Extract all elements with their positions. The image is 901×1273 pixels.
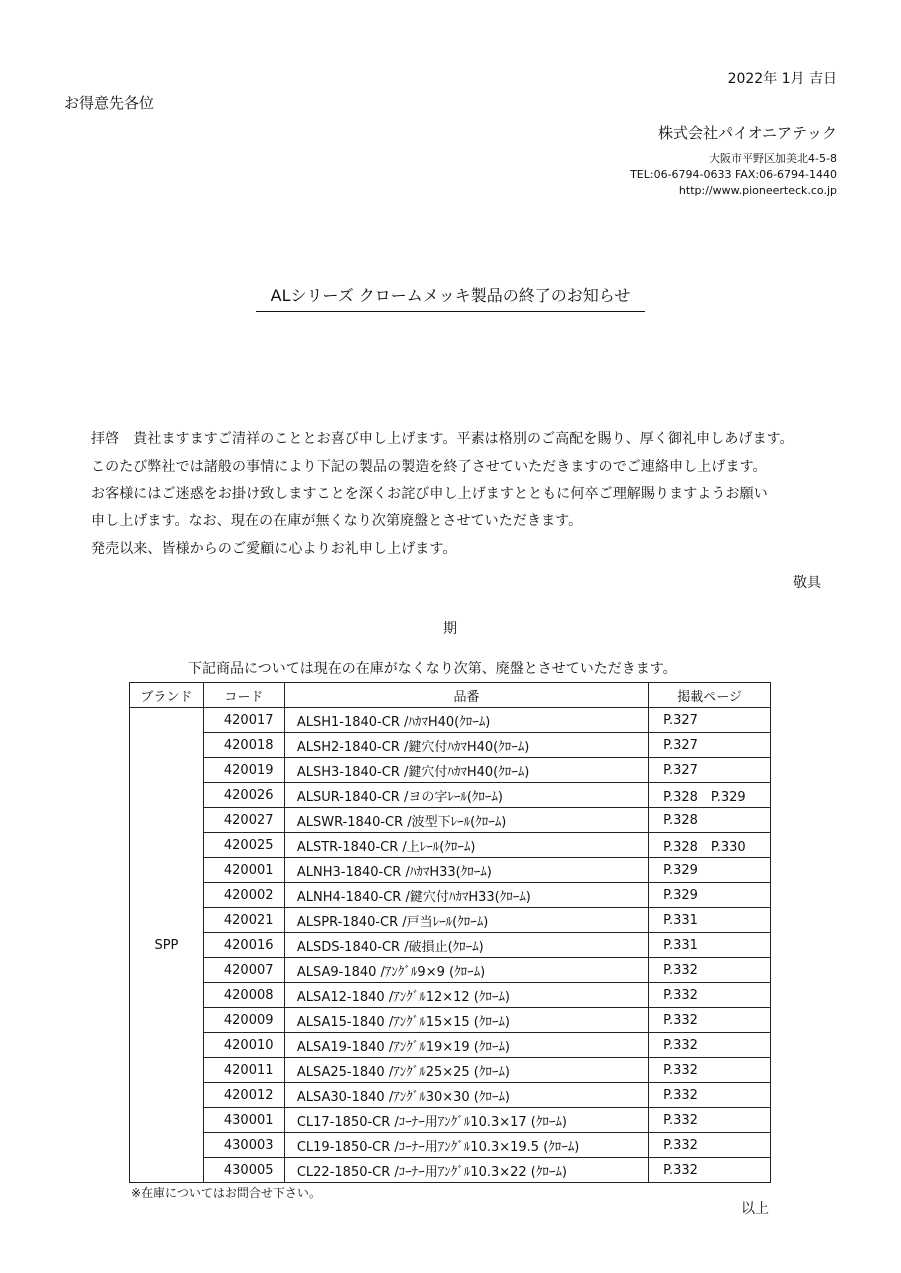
part-number-cell: CL22-1850-CR /ｺｰﾅｰ用ｱﾝｸﾞﾙ10.3×22 (ｸﾛｰﾑ) bbox=[284, 1158, 648, 1183]
table-row bbox=[130, 733, 771, 758]
part-number-cell: ALSA15-1840 /ｱﾝｸﾞﾙ15×15 (ｸﾛｰﾑ) bbox=[284, 1008, 648, 1033]
part-number-cell: ALSDS-1840-CR /破損止(ｸﾛｰﾑ) bbox=[284, 933, 648, 958]
table-row bbox=[130, 833, 771, 858]
part-number-cell: ALSWR-1840-CR /波型下ﾚｰﾙ(ｸﾛｰﾑ) bbox=[284, 808, 648, 833]
page-cell: P.332 bbox=[649, 1008, 771, 1033]
part-number-cell: ALSA9-1840 /ｱﾝｸﾞﾙ9×9 (ｸﾛｰﾑ) bbox=[284, 958, 648, 983]
page-cell: P.331 bbox=[649, 908, 771, 933]
page-cell: P.327 bbox=[649, 758, 771, 783]
part-number-cell: ALSH1-1840-CR /ﾊｶﾏH40(ｸﾛｰﾑ) bbox=[284, 708, 648, 733]
part-number-cell: ALNH4-1840-CR /鍵穴付ﾊｶﾏH33(ｸﾛｰﾑ) bbox=[284, 883, 648, 908]
product-table bbox=[129, 682, 771, 1183]
header-part: 品番 bbox=[284, 683, 648, 708]
table-row bbox=[130, 1083, 771, 1108]
header-code: コード bbox=[203, 683, 284, 708]
code-cell: 430005 bbox=[203, 1158, 284, 1183]
page-cell: P.332 bbox=[649, 1033, 771, 1058]
table-row bbox=[130, 983, 771, 1008]
code-cell: 420008 bbox=[203, 983, 284, 1008]
part-number-cell: ALSA19-1840 /ｱﾝｸﾞﾙ19×19 (ｸﾛｰﾑ) bbox=[284, 1033, 648, 1058]
part-number-cell: ALSH2-1840-CR /鍵穴付ﾊｶﾏH40(ｸﾛｰﾑ) bbox=[284, 733, 648, 758]
addressee: お得意先各位 bbox=[64, 94, 155, 112]
code-cell: 420017 bbox=[203, 708, 284, 733]
page-cell: P.331 bbox=[649, 933, 771, 958]
part-number-cell: ALSTR-1840-CR /上ﾚｰﾙ(ｸﾛｰﾑ) bbox=[284, 833, 648, 858]
company-url: http://www.pioneerteck.co.jp bbox=[678, 184, 837, 197]
code-cell: 420011 bbox=[203, 1058, 284, 1083]
document-date: 2022年 1月 吉日 bbox=[727, 71, 837, 87]
table-row bbox=[130, 958, 771, 983]
code-cell: 430001 bbox=[203, 1108, 284, 1133]
body-line: 拝啓 貴社ますますご清祥のこととお喜び申し上げます。平素は格別のご高配を賜り、厚く御礼申しあげます。 bbox=[91, 431, 794, 447]
code-cell: 420010 bbox=[203, 1033, 284, 1058]
table-row bbox=[130, 783, 771, 808]
code-cell: 420007 bbox=[203, 958, 284, 983]
part-number-cell: CL17-1850-CR /ｺｰﾅｰ用ｱﾝｸﾞﾙ10.3×17 (ｸﾛｰﾑ) bbox=[284, 1108, 648, 1133]
stock-note: ※在庫についてはお問合せ下さい。 bbox=[131, 1186, 321, 1200]
code-cell: 420026 bbox=[203, 783, 284, 808]
code-cell: 420009 bbox=[203, 1008, 284, 1033]
part-number-cell: ALNH3-1840-CR /ﾊｶﾏH33(ｸﾛｰﾑ) bbox=[284, 858, 648, 883]
page-cell: P.332 bbox=[649, 1108, 771, 1133]
table-row bbox=[130, 858, 771, 883]
table-row bbox=[130, 758, 771, 783]
table-row bbox=[130, 1108, 771, 1133]
table-row bbox=[130, 933, 771, 958]
part-number-cell: ALSPR-1840-CR /戸当ﾚｰﾙ(ｸﾛｰﾑ) bbox=[284, 908, 648, 933]
code-cell: 420002 bbox=[203, 883, 284, 908]
page-cell: P.328 P.329 bbox=[649, 783, 771, 808]
part-number-cell: ALSA30-1840 /ｱﾝｸﾞﾙ30×30 (ｸﾛｰﾑ) bbox=[284, 1083, 648, 1108]
page-cell: P.329 bbox=[649, 883, 771, 908]
table-row bbox=[130, 808, 771, 833]
table-body bbox=[130, 708, 771, 1183]
part-number-cell: CL19-1850-CR /ｺｰﾅｰ用ｱﾝｸﾞﾙ10.3×19.5 (ｸﾛｰﾑ) bbox=[284, 1133, 648, 1158]
table-row bbox=[130, 908, 771, 933]
page-cell: P.327 bbox=[649, 733, 771, 758]
table-caption: 下記商品については現在の在庫がなくなり次第、廃盤とさせていただきます。 bbox=[188, 661, 677, 677]
code-cell: 430003 bbox=[203, 1133, 284, 1158]
body-line: 申し上げます。なお、現在の在庫が無くなり次第廃盤とさせていただきます。 bbox=[91, 513, 583, 529]
code-cell: 420001 bbox=[203, 858, 284, 883]
company-name: 株式会社パイオニアテック bbox=[658, 124, 837, 142]
code-cell: 420019 bbox=[203, 758, 284, 783]
table-row bbox=[130, 1058, 771, 1083]
page-cell: P.329 bbox=[649, 858, 771, 883]
table-row bbox=[130, 1158, 771, 1183]
company-tel-fax: TEL:06-6794-0633 FAX:06-6794-1440 bbox=[630, 168, 837, 181]
part-number-cell: ALSUR-1840-CR /ヨの字ﾚｰﾙ(ｸﾛｰﾑ) bbox=[284, 783, 648, 808]
header-page: 掲載ページ bbox=[649, 683, 771, 708]
table-row bbox=[130, 883, 771, 908]
table-row bbox=[130, 708, 771, 733]
page-cell: P.332 bbox=[649, 983, 771, 1008]
company-address: 大阪市平野区加美北4-5-8 bbox=[709, 152, 837, 165]
page-cell: P.332 bbox=[649, 958, 771, 983]
page-cell: P.328 P.330 bbox=[649, 833, 771, 858]
page-cell: P.327 bbox=[649, 708, 771, 733]
code-cell: 420016 bbox=[203, 933, 284, 958]
page-cell: P.328 bbox=[649, 808, 771, 833]
table-row bbox=[130, 1008, 771, 1033]
document-title: ALシリーズ クロームメッキ製品の終了のお知らせ bbox=[256, 283, 645, 312]
code-cell: 420027 bbox=[203, 808, 284, 833]
code-cell: 420025 bbox=[203, 833, 284, 858]
table-row bbox=[130, 1133, 771, 1158]
code-cell: 420021 bbox=[203, 908, 284, 933]
page-cell: P.332 bbox=[649, 1083, 771, 1108]
body-line: 発売以来、皆様からのご愛顧に心よりお礼申し上げます。 bbox=[91, 541, 457, 557]
page-cell: P.332 bbox=[649, 1133, 771, 1158]
code-cell: 420018 bbox=[203, 733, 284, 758]
table-row bbox=[130, 1033, 771, 1058]
part-number-cell: ALSA25-1840 /ｱﾝｸﾞﾙ25×25 (ｸﾛｰﾑ) bbox=[284, 1058, 648, 1083]
end-mark: 以上 bbox=[741, 1201, 769, 1217]
body-line: このたび弊社では諸般の事情により下記の製品の製造を終了させていただきますのでご連絡申し上げます。 bbox=[91, 459, 767, 475]
page-cell: P.332 bbox=[649, 1158, 771, 1183]
table-header-row bbox=[130, 683, 771, 708]
code-cell: 420012 bbox=[203, 1083, 284, 1108]
brand-cell: SPP bbox=[130, 708, 204, 1183]
closing-keigu: 敬具 bbox=[793, 575, 821, 591]
header-brand: ブランド bbox=[130, 683, 204, 708]
section-mark: 期 bbox=[443, 621, 457, 637]
body-line: お客様にはご迷惑をお掛け致しますことを深くお詫び申し上げますとともに何卒ご理解賜りますようお願い bbox=[91, 486, 768, 502]
part-number-cell: ALSH3-1840-CR /鍵穴付ﾊｶﾏH40(ｸﾛｰﾑ) bbox=[284, 758, 648, 783]
page-cell: P.332 bbox=[649, 1058, 771, 1083]
part-number-cell: ALSA12-1840 /ｱﾝｸﾞﾙ12×12 (ｸﾛｰﾑ) bbox=[284, 983, 648, 1008]
